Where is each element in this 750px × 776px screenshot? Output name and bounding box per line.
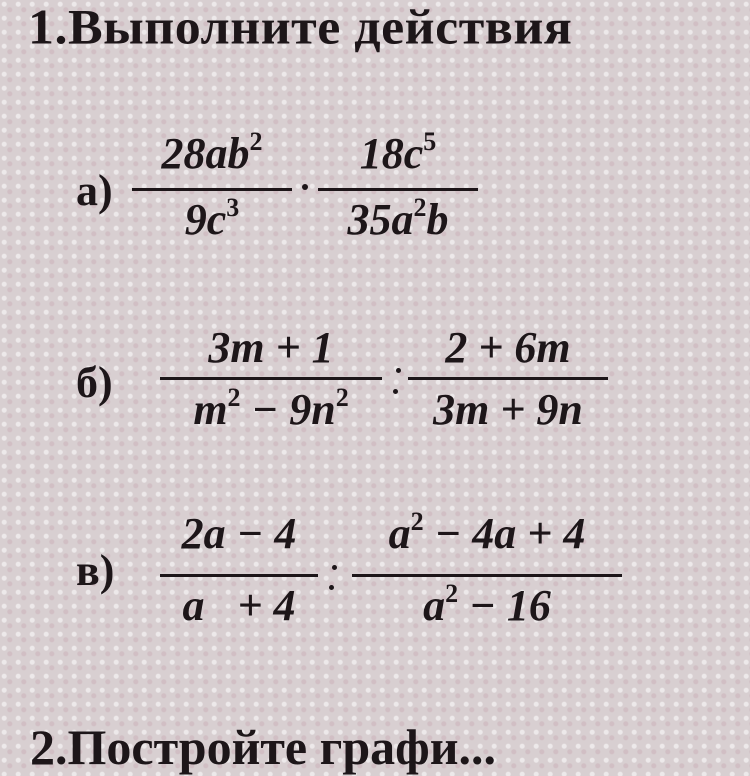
fraction-bar	[408, 377, 608, 380]
divide-operator-dot-bottom	[329, 585, 334, 590]
item-v-f1-denominator: a + 4	[182, 581, 296, 630]
fraction-bar	[318, 188, 478, 191]
item-v-fraction-2	[352, 508, 622, 638]
next-task-heading: 2.Постройте графи...	[30, 719, 497, 775]
item-v-f1-numerator: 2a − 4	[181, 509, 297, 558]
item-b-f1-numerator: 3m + 1	[208, 323, 334, 372]
divide-operator-dot-top	[396, 368, 401, 373]
item-b-f2-numerator: 2 + 6m	[445, 323, 571, 372]
item-v-fraction-1	[160, 508, 318, 638]
item-a-f2-numerator: $18c^5$	[359, 127, 437, 178]
item-b-fraction-1	[160, 322, 382, 452]
item-b-label: б)	[76, 358, 113, 407]
fraction-bar	[160, 574, 318, 577]
item-v-f2-denominator: $a^2 - 16$	[423, 579, 551, 630]
item-a-label: а)	[76, 166, 113, 215]
divide-operator-dot-bottom	[393, 389, 398, 394]
item-b-fraction-2	[408, 322, 608, 452]
item-b-f2-denominator: 3m + 9n	[433, 385, 583, 434]
fraction-bar	[160, 377, 382, 380]
fraction-bar	[132, 188, 292, 191]
multiply-operator	[302, 184, 308, 190]
item-v-label: в)	[76, 546, 115, 595]
item-a-f2-denominator: $35a^2b$	[347, 193, 449, 244]
item-a-f1-numerator: $28ab^2$	[161, 127, 263, 178]
item-b-f1-denominator: $m^2 - 9n^2$	[193, 383, 349, 434]
item-a-f1-denominator: $9c^3$	[184, 193, 240, 244]
item-a-fraction-1	[132, 128, 292, 258]
fraction-bar	[352, 574, 622, 577]
item-v-f2-numerator: $a^2 - 4a + 4$	[388, 507, 586, 558]
task-heading: 1.Выполните действия	[28, 0, 573, 56]
divide-operator-dot-top	[332, 565, 337, 570]
item-a-fraction-2	[318, 128, 478, 258]
